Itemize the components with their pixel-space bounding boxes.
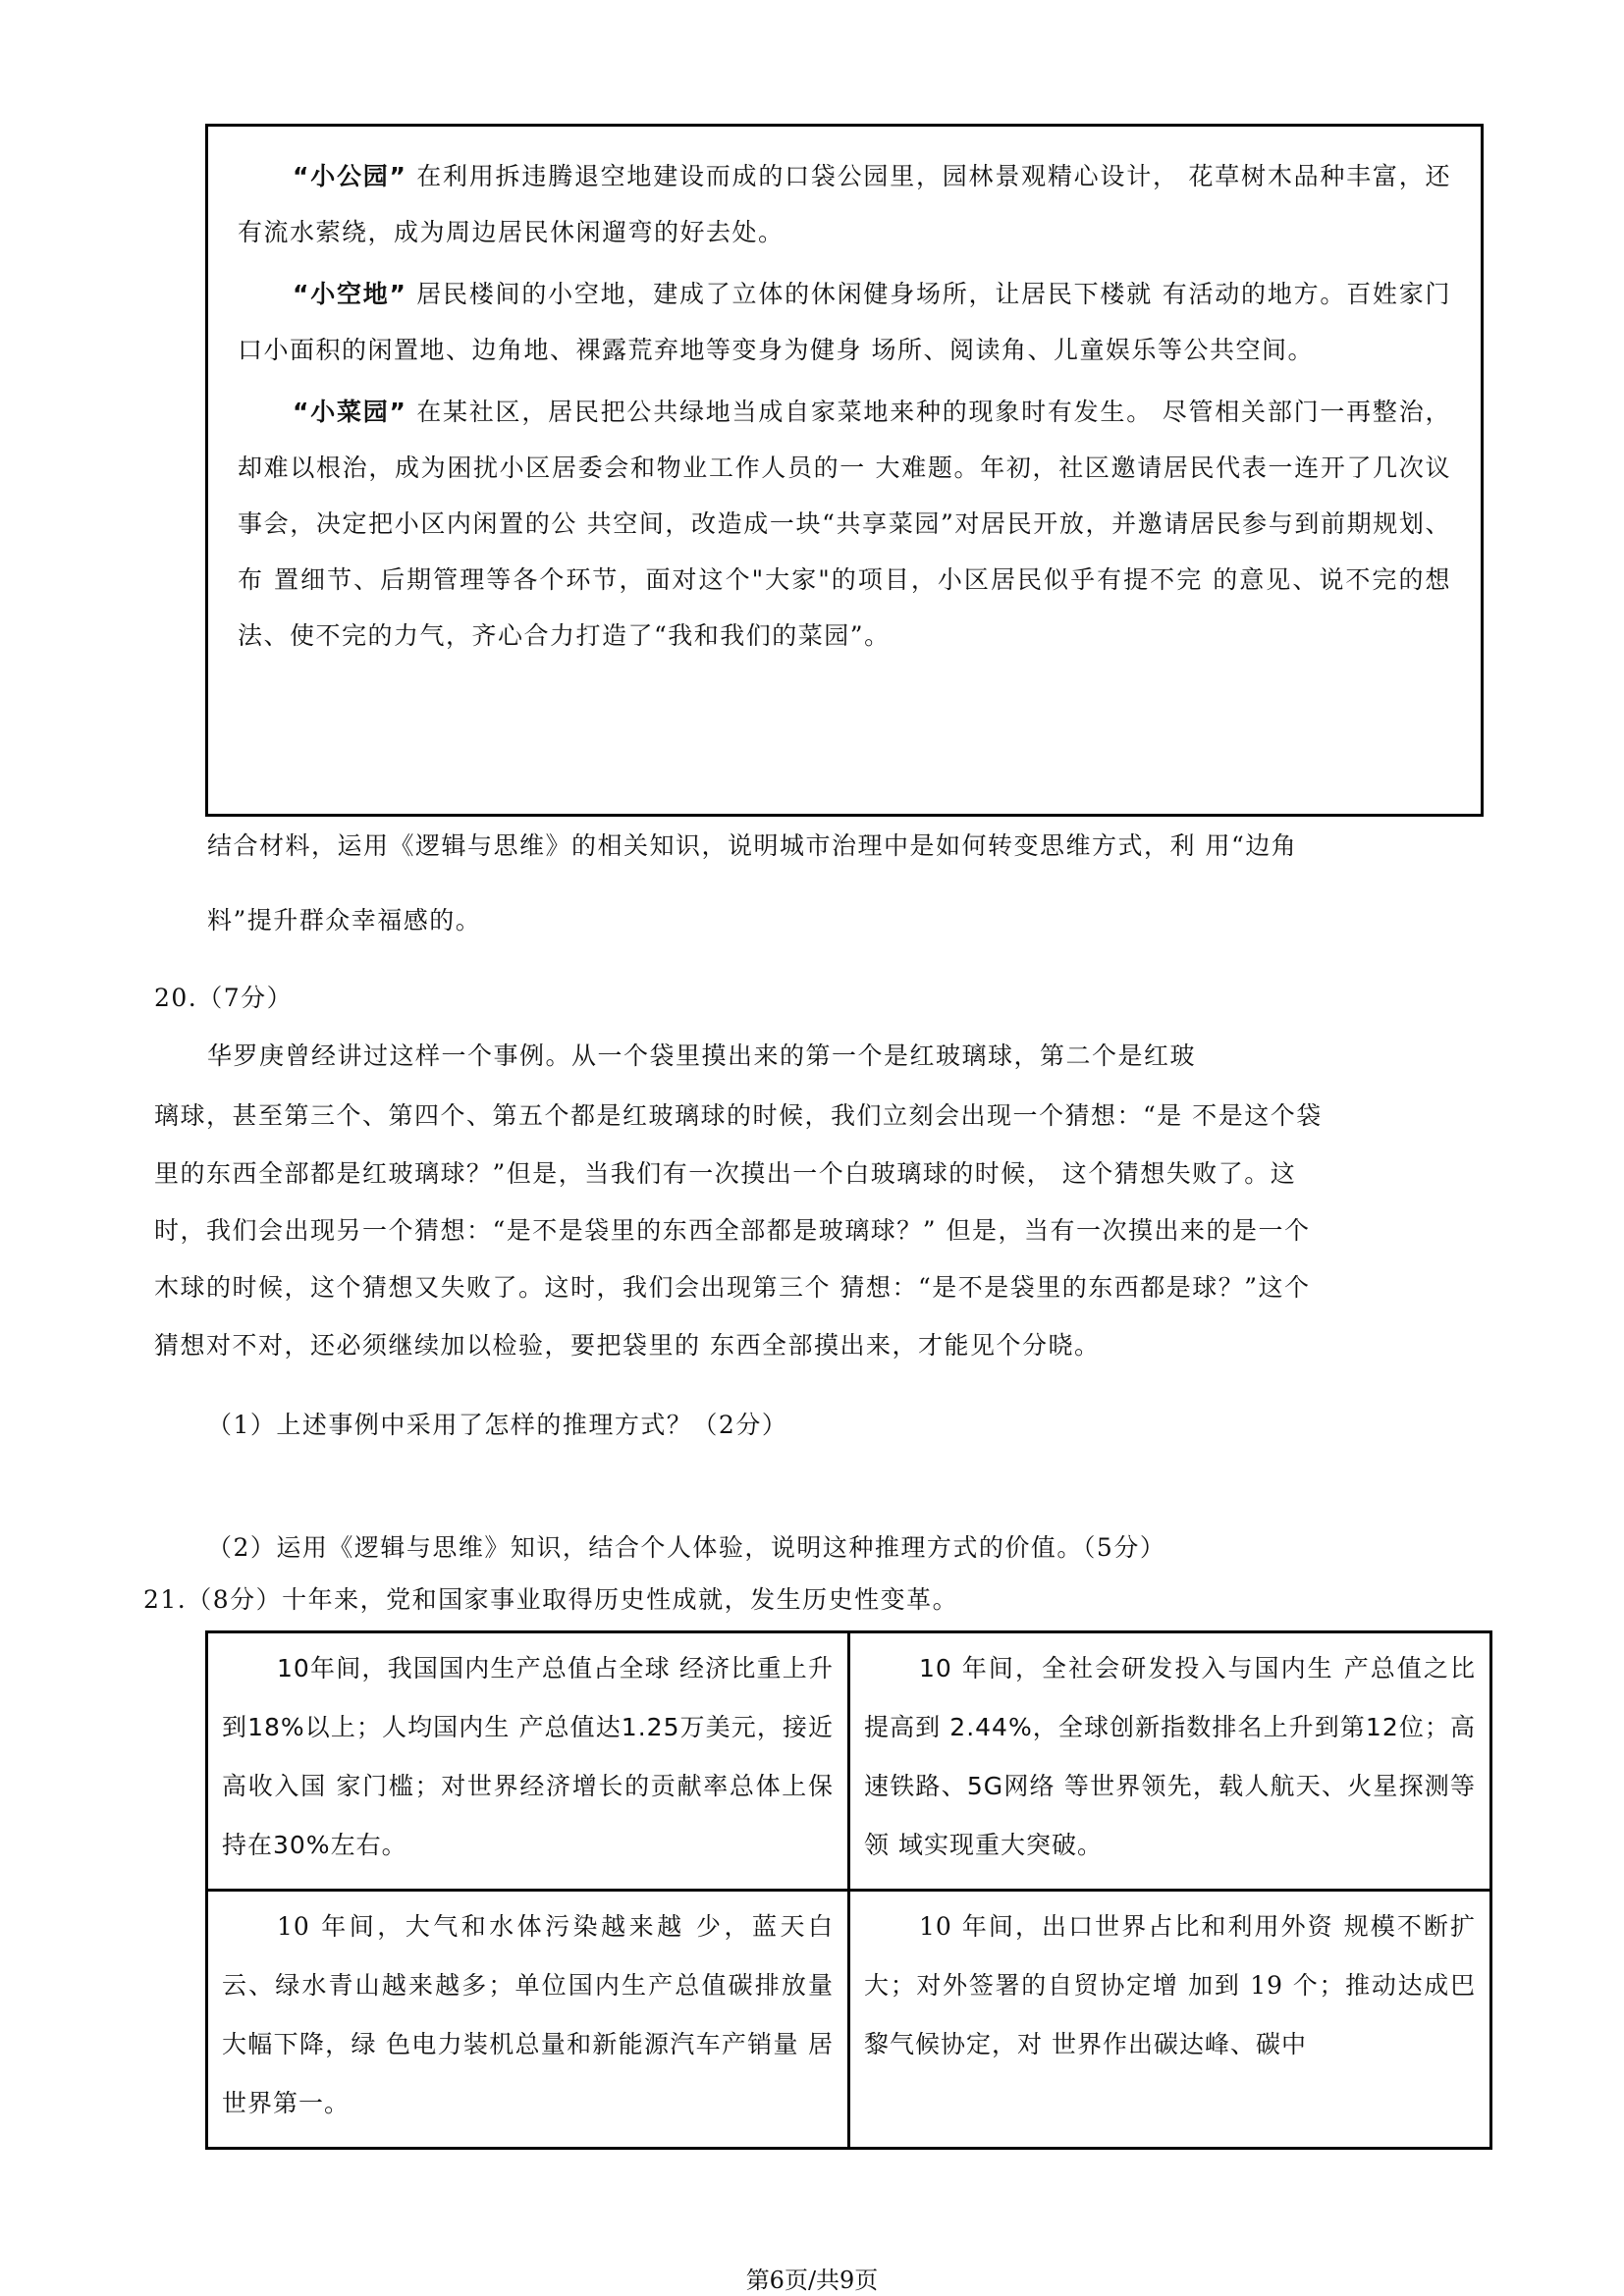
q21-header: 21.（8分）十年来，党和国家事业取得历史性成就，发生历史性变革。 xyxy=(143,1585,959,1614)
paragraph-lead: “小空地” xyxy=(293,280,407,308)
q20-subquestion-1: （1）上述事例中采用了怎样的推理方式？（2分） xyxy=(207,1411,788,1439)
material-paragraph-park xyxy=(238,148,1451,260)
paragraph-text: 在利用拆违腾退空地建设而成的口袋公园里，园林景观精心设计， 花草树木品种丰富，还有流水萦绕，成为周边居民休闲遛弯的好去处。 xyxy=(238,162,1451,246)
paragraph-lead: “小公园” xyxy=(293,162,407,190)
q19-prompt-line-1: 结合材料，运用《逻辑与思维》的相关知识，说明城市治理中是如何转变思维方式，利 用“边角 xyxy=(207,831,1298,860)
q20-passage-line: 猜想对不对，还必须继续加以检验，要把袋里的 东西全部摸出来，才能见个分晓。 xyxy=(154,1331,1101,1360)
material-paragraph-open-space xyxy=(238,266,1451,378)
q20-passage-line: 璃球，甚至第三个、第四个、第五个都是红玻璃球的时候，我们立刻会出现一个猜想：“是 不是这个袋 xyxy=(154,1101,1323,1130)
table-row xyxy=(207,1632,1491,1891)
paragraph-text: 在某社区，居民把公共绿地当成自家菜地来种的现象时有发生。 尽管相关部门一再整治，却难以根治，成为困扰小区居委会和物业工作人员的一 大难题。年初，社区邀请居民代表一连开了几次议事会，决定把小区内闲置的公 共空间，改造成一块“共享菜园”对居民开放，并邀请居民参与到前期规划、布 置细节、后期管理等各个环节，面对这个"大家"的项目，小区居民似乎有提不完 的意见、说不完的想法、使不完的力气，齐心合力打造了“我和我们的菜园”。 xyxy=(238,398,1451,650)
material-paragraph-vegetable-garden xyxy=(238,384,1451,664)
q20-passage-line: 华罗庚曾经讲过这样一个事例。从一个袋里摸出来的第一个是红玻璃球，第二个是红玻 xyxy=(207,1041,1197,1070)
q20-passage-line: 里的东西全部都是红玻璃球？”但是，当我们有一次摸出一个白玻璃球的时候， 这个猜想失败了。这 xyxy=(154,1159,1297,1188)
material-box xyxy=(205,124,1484,817)
table-cell-opening-up: 10 年间，出口世界占比和利用外资 规模不断扩大；对外签署的自贸协定增 加到 19 个；推动达成巴黎气候协定，对 世界作出碳达峰、碳中 xyxy=(849,1891,1491,2149)
q19-prompt-line-2: 料”提升群众幸福感的。 xyxy=(207,906,482,934)
q20-header: 20.（7分） xyxy=(154,984,294,1012)
achievements-table xyxy=(205,1630,1492,2150)
table-row xyxy=(207,1891,1491,2149)
paragraph-lead: “小菜园” xyxy=(293,398,407,426)
table-cell-environment: 10 年间，大气和水体污染越来越 少，蓝天白云、绿水青山越来越多；单位国内生产总值碳排放量大幅下降，绿 色电力装机总量和新能源汽车产销量 居世界第一。 xyxy=(207,1891,849,2149)
q20-subquestion-2: （2）运用《逻辑与思维》知识，结合个人体验，说明这种推理方式的价值。（5分） xyxy=(207,1533,1166,1562)
q20-passage-line: 木球的时候，这个猜想又失败了。这时，我们会出现第三个 猜想：“是不是袋里的东西都是球？”这个 xyxy=(154,1273,1311,1302)
table-cell-innovation: 10 年间，全社会研发投入与国内生 产总值之比提高到 2.44%，全球创新指数排名上升到第12位；高速铁路、5G网络 等世界领先，载人航天、火星探测等领 域实现重大突破。 xyxy=(849,1632,1491,1891)
table-cell-economy: 10年间，我国国内生产总值占全球 经济比重上升到18%以上；人均国内生 产总值达1.25万美元，接近高收入国 家门槛；对世界经济增长的贡献率总体上保持在30%左右。 xyxy=(207,1632,849,1891)
q20-passage-line: 时，我们会出现另一个猜想：“是不是袋里的东西全部都是玻璃球？” 但是，当有一次摸出来的是一个 xyxy=(154,1216,1311,1245)
paragraph-text: 居民楼间的小空地，建成了立体的休闲健身场所，让居民下楼就 有活动的地方。百姓家门口小面积的闲置地、边角地、裸露荒弃地等变身为健身 场所、阅读角、儿童娱乐等公共空间。 xyxy=(238,280,1451,364)
page-number: 第6页/共9页 xyxy=(745,2267,879,2294)
